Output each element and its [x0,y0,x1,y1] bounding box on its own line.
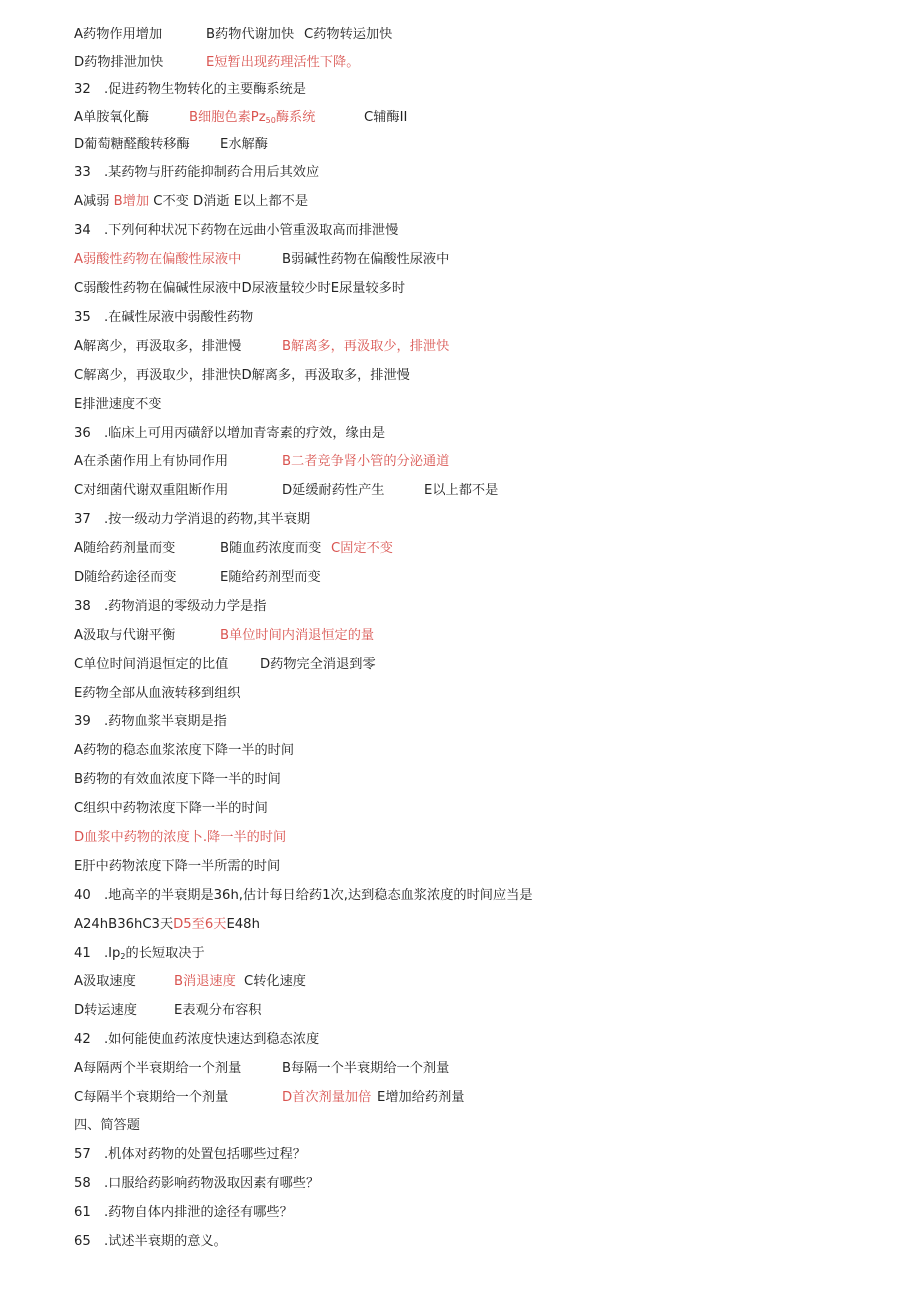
q32-option-b-subscript: 50 [265,116,276,125]
q42-options-row-2 [74,1088,465,1108]
q34-options-row-1 [74,250,450,270]
q41-option-e: E表观分布容积 [174,1003,262,1018]
q37-option-d: D随给药途径而变 [74,570,177,585]
q31-option-b: B药物代谢加快 [206,27,295,42]
q36-option-d: D延缓耐药性产生 [282,483,385,498]
q41-options-row-1 [74,972,306,992]
q32-options-row-1 [74,108,408,128]
q38-option-a: A汲取与代谢平衡 [74,628,176,643]
q34-option-e: E尿量较多时 [330,281,406,296]
q32-options-row-2 [74,135,268,155]
q58: 58 .口服给药影响药物汲取因素有哪些？ [74,1176,320,1191]
q41-stem-subscript: 2 [120,952,126,961]
q38-option-d: D药物完全消退到零 [260,657,376,672]
q38-option-c: C单位时间消退恒定的比值 [74,657,229,672]
q38-option-b-answer: B单位时间内消退恒定的量 [220,628,375,643]
q32-option-e: E水解酶 [220,137,268,152]
q61: 61 .药物自体内排泄的途径有哪些？ [74,1205,293,1220]
q37-options-row-2 [74,568,321,588]
q40-options-a-c: A24hB36hC3天 [74,917,174,932]
q32-option-c: C辅酶II [364,110,408,125]
q31-option-e-answer: E短暂出现药理活性下降。 [206,55,360,70]
q36-option-b-answer: B二者竞争肾小管的分泌通道 [282,454,450,469]
q39-option-c: C组织中药物浓度下降一半的时间 [74,801,268,816]
q42-options-row-1 [74,1059,450,1079]
q35-options-row-2 [74,366,410,386]
q39-stem: 39 .药物血浆半衰期是指 [74,714,227,729]
q33-option-c: C不变 [153,194,189,209]
q34-option-b: B弱碱性药物在偏酸性尿液中 [282,252,450,267]
q41-option-b-answer: B消退速度 [174,974,236,989]
q42-option-c: C每隔半个衰期给一个剂量 [74,1090,229,1105]
q38-options-row-2 [74,655,376,675]
q34-stem: 34 .下列何种状况下药物在远曲小管重汲取高而排泄慢 [74,223,399,238]
q37-stem: 37 .按一级动力学消退的药物,其半衰期 [74,512,311,527]
q32-stem: 32 .促进药物生物转化的主要酶系统是 [74,82,306,97]
q32-option-a: A单胺氧化酶 [74,110,149,125]
q35-option-d: D解离多，再汲取多，排泄慢 [241,368,410,383]
q33-options [74,192,308,212]
q41-stem-suffix: 的长短取决于 [125,946,205,961]
section-title-short-answer: 四、简答题 [74,1118,140,1133]
q41-options-row-2 [74,1001,262,1021]
q57: 57 .机体对药物的处置包括哪些过程？ [74,1147,306,1162]
q34-option-a-answer: A弱酸性药物在偏酸性尿液中 [74,252,242,267]
q42-option-e: E增加给药剂量 [377,1090,465,1105]
q34-options-row-2 [74,279,405,299]
q41-stem-text: 41 .Ip [74,946,121,961]
q37-option-a: A随给药剂量而变 [74,541,176,556]
q65: 65 .试述半衰期的意义。 [74,1234,227,1249]
q31-option-d: D药物排泄加快 [74,55,164,70]
q42-stem: 42 .如何能使血药浓度快速达到稳态浓度 [74,1032,320,1047]
q38-stem: 38 .药物消退的零级动力学是指 [74,599,267,614]
q34-option-c: C弱酸性药物在偏碱性尿液中 [74,281,242,296]
q39-option-a: A药物的稳态血浆浓度下降一半的时间 [74,743,295,758]
q32-option-b-answer [189,108,315,128]
q32-option-d: D葡萄糖醛酸转移酶 [74,137,190,152]
q33-option-e: E以上都不是 [233,194,309,209]
q33-option-a: A减弱 [74,194,110,209]
q31-option-a: A药物作用增加 [74,27,163,42]
q36-options-row-1 [74,452,450,472]
q41-stem [74,944,205,964]
q33-stem: 33 .某药物与肝药能抑制药合用后其效应 [74,165,320,180]
q40-option-e: E48h [226,917,260,932]
q35-options-row-1 [74,337,450,357]
q36-option-a: A在杀菌作用上有协同作用 [74,454,229,469]
q37-option-b: B随血药浓度而变 [220,541,322,556]
q36-stem: 36 .临床上可用丙磺舒以增加青寄素的疗效，缘由是 [74,426,386,441]
q37-option-c-answer: C固定不变 [331,541,393,556]
q35-option-e: E排泄速度不变 [74,397,162,412]
q33-option-b-answer: B增加 [113,194,150,209]
q36-options-row-2 [74,481,499,501]
q42-option-d-answer: D首次剂量加倍 [282,1090,372,1105]
q32-option-b-text: B细胞色素Pz [189,110,266,125]
q31-options-row-1 [74,25,393,45]
q39-option-d-answer: D血浆中药物的浓度卜.降一半的时间 [74,830,287,845]
q40-stem: 40 .地高辛的半衰期是36h,估计每日给药1次,达到稳态血浆浓度的时间应当是 [74,888,533,903]
q40-options [74,915,260,935]
q35-option-b-answer: B解离多，再汲取少，排泄快 [282,339,450,354]
q41-option-a: A汲取速度 [74,974,136,989]
q36-option-c: C对细菌代谢双重阻断作用 [74,483,229,498]
q31-options-row-2 [74,53,360,73]
q36-option-e: E以上都不是 [424,483,499,498]
q39-option-e: E肝中药物浓度下降一半所需的时间 [74,859,281,874]
q39-option-b: B药物的有效血浓度下降一半的时间 [74,772,281,787]
q34-option-d: D尿液量较少时 [241,281,331,296]
q38-option-e: E药物全部从血液转移到组织 [74,686,241,701]
q42-option-a: A每隔两个半衰期给一个剂量 [74,1061,242,1076]
q38-options-row-1 [74,626,375,646]
q35-option-a: A解离少，再汲取多，排泄慢 [74,339,242,354]
q35-stem: 35 .在碱性尿液中弱酸性药物 [74,310,254,325]
q33-option-d: D消逝 [193,194,230,209]
q41-option-c: C转化速度 [244,974,306,989]
q31-option-c: C药物转运加快 [304,27,393,42]
q35-option-c: C解离少，再汲取少，排泄快 [74,368,242,383]
q42-option-b: B每隔一个半衰期给一个剂量 [282,1061,450,1076]
q37-options-row-1 [74,539,393,559]
q41-option-d: D转运速度 [74,1003,137,1018]
q32-option-b-suffix: 酶系统 [275,110,316,125]
q40-option-d-answer: D5至6天 [173,917,227,932]
q37-option-e: E随给药剂型而变 [220,570,321,585]
